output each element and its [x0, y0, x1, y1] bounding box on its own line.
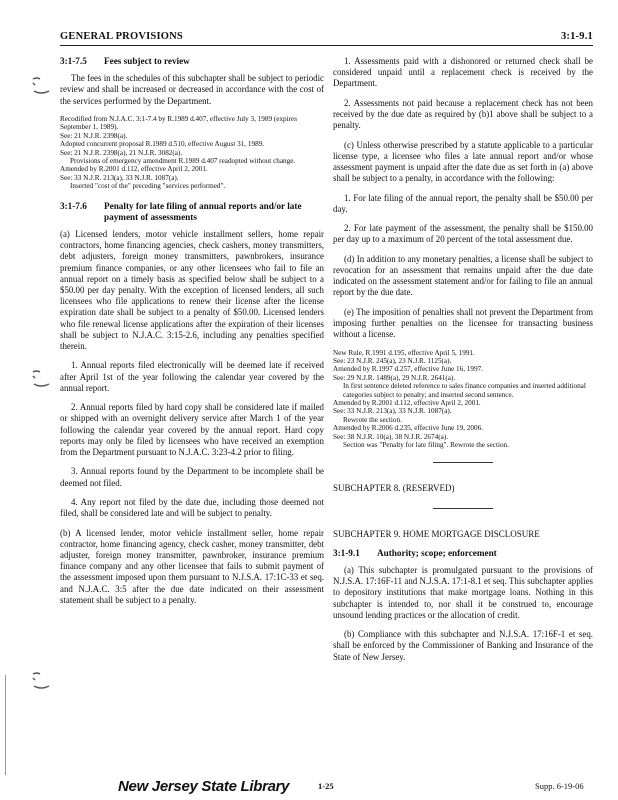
section-heading-3-1-7-6: 3:1-7.6 Penalty for late filing of annual reports and/or late payment of assessments — [60, 200, 302, 222]
paragraph: (b) Compliance with this subchapter and N.J.S.A. 17:16F-1 et seq. shall be enforced by the Commissioner of Banking and Insurance of the State of New Jersey. — [333, 629, 593, 662]
paragraph: (d) In addition to any monetary penalties, a license shall be subject to revocation for an assessment that remains unpaid after the due date indicated on the assessment statement and/or for failing to file an annual report by the due date. — [333, 253, 593, 298]
margin-mark-icon — [31, 77, 53, 97]
header-section: 3:1-9.1 — [560, 31, 593, 42]
scan-edge-line — [5, 675, 6, 775]
subchapter-heading: SUBCHAPTER 9. HOME MORTGAGE DISCLOSURE — [333, 528, 540, 539]
paragraph: 2. Assessments not paid because a replacement check has not been received by the due date as required by (b)1 above shall be subject to a penalty. — [333, 97, 593, 131]
supplement-date: Supp. 6-19-06 — [535, 781, 584, 791]
right-column — [333, 56, 593, 671]
header-title: GENERAL PROVISIONS — [60, 31, 183, 42]
divider — [433, 508, 493, 509]
page-footer — [0, 778, 618, 798]
paragraph: (c) Unless otherwise prescribed by a statute applicable to a particular license type, a licensee who files a late annual report and/or whose assessment payment is unpaid after the date due as set forth in (a) above shall be subject to a penalty, in accordance with the following: — [333, 139, 593, 184]
history-note: New Rule, R.1991 d.195, effective April 5, 1991. See: 23 N.J.R. 245(a), 23 N.J.R. 1125(a). Amended by R.1997 d.257, effective June 16, 1997. See: 29 N.J.R. 1489(a), 29 N.J.R. 2641(a). In first sentence deleted reference to sales finance companies and inserted additional categories subject to penalty; and inserted second sentence. Amended by R.2001 d.112, effective April 2, 2001. See: 33 N.J.R. 213(a), 33 N.J.R. 1087(a). Rewrote the section. Amended by R.2006 d.235, effective June 19, 2006. See: 38 N.J.R. 10(a), 38 N.J.R. 2674(a). Section was "Penalty for late filing". Rewrote the section. — [333, 348, 586, 450]
margin-mark-icon — [31, 672, 53, 692]
paragraph: (b) A licensed lender, motor vehicle installment seller, home repair contractor, home financing agency, check casher, money transmitter, debt adjuster, foreign money transmitter, pawnbroker, insurance premium finance company and any other licensee that fails to submit payment of the assessment imposed upon them pursuant to N.J.S.A. 17:1C-33 et seq. and N.J.A.C. 3:5 after the due date indicated on their assessment statement shall be subject to a penalty. — [60, 527, 324, 605]
divider — [433, 462, 493, 463]
subchapter-heading: SUBCHAPTER 8. (RESERVED) — [333, 483, 455, 494]
paragraph: (a) This subchapter is promulgated pursuant to the provisions of N.J.S.A. 17:16F-11 and N.J.S.A. 17:1-8.1 et seq. This subchapter applies to depository institutions that make mortgage loans. Nothing in this subchapter is intended to, nor shall it be construed to, encourage unsound lending practices or the allocation of credit. — [333, 565, 593, 620]
paragraph: (a) Licensed lenders, motor vehicle installment sellers, home repair contractors, home financing agencies, check cashers, money transmitters, debt adjusters, foreign money transmitters, pawnbrokers, insurance premium finance companies, or any other licensees who fail to file an annual report on a timely basis as specified below shall be subject to a $50.00 per day penalty. With the exception of licensed lenders, all such licensees who file applications to renew their license after the license expiration date shall be subject to a penalty of $50.00. Licensed lenders who file renewal license applications after the expiration of their licenses shall be subject to N.J.A.C. 3:15-2.6, including any penalties specified therein. — [60, 229, 324, 352]
margin-mark-icon — [31, 370, 53, 390]
paragraph: 3. Annual reports found by the Department to be incomplete shall be deemed not filed. — [60, 466, 324, 488]
paragraph: 2. Annual reports filed by hard copy shall be considered late if mailed or shipped with an overnight delivery service after March 1 of the year following the calendar year covered by the annual report. Hard copy reports may only be filed by licensees who have received an exemption from the Department pursuant to N.J.A.C. 3:23-4.2 prior to filing. — [60, 402, 324, 458]
paragraph: (e) The imposition of penalties shall not prevent the Department from imposing further penalties on the licensee for transacting business without a license. — [333, 306, 593, 340]
paragraph: 2. For late payment of the assessment, the penalty shall be $150.00 per day up to a maximum of 20 percent of the total assessment due. — [333, 223, 593, 245]
section-heading-3-1-9-1: 3:1-9.1 Authority; scope; enforcement — [333, 547, 497, 558]
running-header — [60, 31, 593, 46]
history-note: Recodified from N.J.A.C. 3:1-7.4 by R.1989 d.407, effective July 3, 1989 (expires September 1, 1989). See: 21 N.J.R. 2398(a). Adopted concurrent proposal R.1989 d.510, effective August 31, 1989. See: 21 N.J.R. 2398(a), 21 N.J.R. 3082(a). Provisions of emergency amendment R.1989 d.407 readopted without change. Amended by R.2001 d.112, effective April 2, 2001. See: 33 N.J.R. 213(a), 33 N.J.R. 1087(a). Inserted "cost of the" preceding "services performed". — [60, 115, 298, 191]
paragraph: 4. Any report not filed by the date due, including those deemed not filed, shall be considered late and will be subject to penalty. — [60, 497, 324, 519]
paragraph: The fees in the schedules of this subchapter shall be subject to periodic review and shall be increased or decreased in accordance with the cost of the services performed by the Department. — [60, 73, 324, 106]
page-number: 1-25 — [318, 781, 334, 791]
paragraph: 1. For late filing of the annual report, the penalty shall be $50.00 per day. — [333, 192, 593, 214]
left-column — [60, 56, 324, 614]
paragraph: 1. Annual reports filed electronically will be deemed late if received after April 1st of the year following the calendar year covered by the annual report. — [60, 360, 324, 393]
library-logo: New Jersey State Library — [118, 778, 290, 795]
section-heading-3-1-7-5: 3:1-7.5 Fees subject to review — [60, 56, 190, 66]
paragraph: 1. Assessments paid with a dishonored or returned check shall be considered unpaid until a replacement check is received by the Department. — [333, 56, 593, 89]
